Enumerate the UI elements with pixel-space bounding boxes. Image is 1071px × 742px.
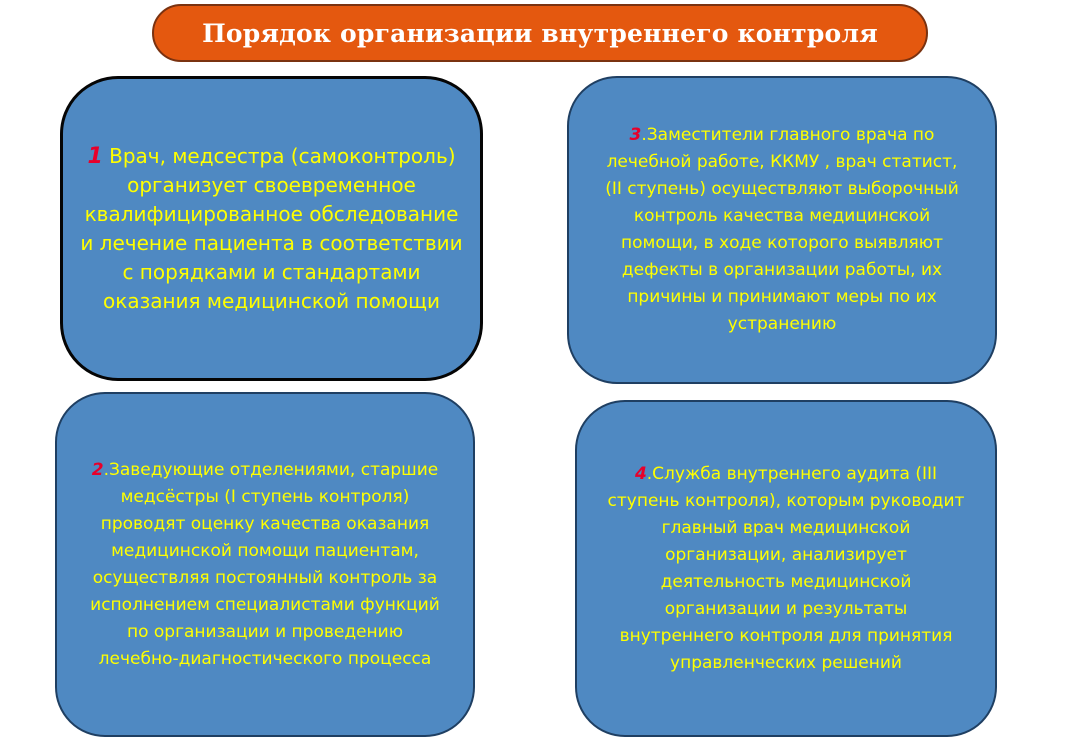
box-line: .Заместители главного врача по [641, 125, 935, 145]
box-line: исполнением специалистами функций [90, 594, 440, 615]
box-line: медицинской помощи пациентам, [111, 540, 419, 561]
box-line: квалифицированное обследование [84, 201, 459, 226]
box-line: устранению [727, 314, 837, 334]
box-line: .Служба внутреннего аудита (III [646, 463, 938, 484]
box-line: организации и результаты [664, 598, 908, 619]
step-number: 2 [91, 459, 104, 480]
box-line: (II ступень) осуществляют выборочный [605, 179, 959, 199]
box-line: оказания медицинской помощи [103, 288, 440, 313]
step-number: 1 [87, 143, 103, 169]
box-line: ступень контроля), которым руководит [607, 490, 965, 511]
box-line: дефекты в организации работы, их [621, 260, 943, 280]
box-line: .Заведующие отделениями, старшие [103, 459, 439, 480]
box-line: организует своевременное [127, 172, 416, 197]
box-line: главный врач медицинской [661, 517, 911, 538]
box-line: с порядками и стандартами [122, 259, 421, 284]
box-line: причины и принимают меры по их [627, 287, 937, 307]
box-line: управленческих решений [670, 652, 902, 673]
box-text [78, 457, 452, 673]
box-text [596, 461, 977, 677]
box-line: организации, анализирует [665, 544, 907, 565]
title-banner [152, 4, 928, 62]
box-line: и лечение пациента в соответствии [80, 230, 463, 255]
box-line: помощи, в ходе которого выявляют [620, 233, 943, 253]
page-title: Порядок организации внутреннего контроля [202, 18, 878, 48]
control-box-self [60, 76, 483, 381]
box-text [68, 142, 474, 316]
box-line: Врач, медсестра (самоконтроль) [102, 143, 456, 168]
box-line: контроль качества медицинской [633, 206, 931, 226]
step-number: 4 [634, 463, 647, 484]
box-line: лечебной работе, ККМУ , врач статист, [606, 152, 958, 172]
control-box-deputies [567, 76, 997, 384]
box-line: лечебно-диагностического процесса [98, 648, 432, 669]
box-line: по организации и проведению [126, 621, 404, 642]
box-line: проводят оценку качества оказания [100, 513, 430, 534]
step-number: 3 [629, 125, 642, 145]
box-line: медсёстры (I ступень контроля) [120, 486, 410, 507]
control-box-internal-audit [575, 400, 997, 737]
box-line: внутреннего контроля для принятия [619, 625, 953, 646]
box-line: деятельность медицинской [660, 571, 912, 592]
box-line: осуществляя постоянный контроль за [92, 567, 438, 588]
box-text [593, 122, 971, 338]
control-box-department-heads [55, 392, 475, 737]
